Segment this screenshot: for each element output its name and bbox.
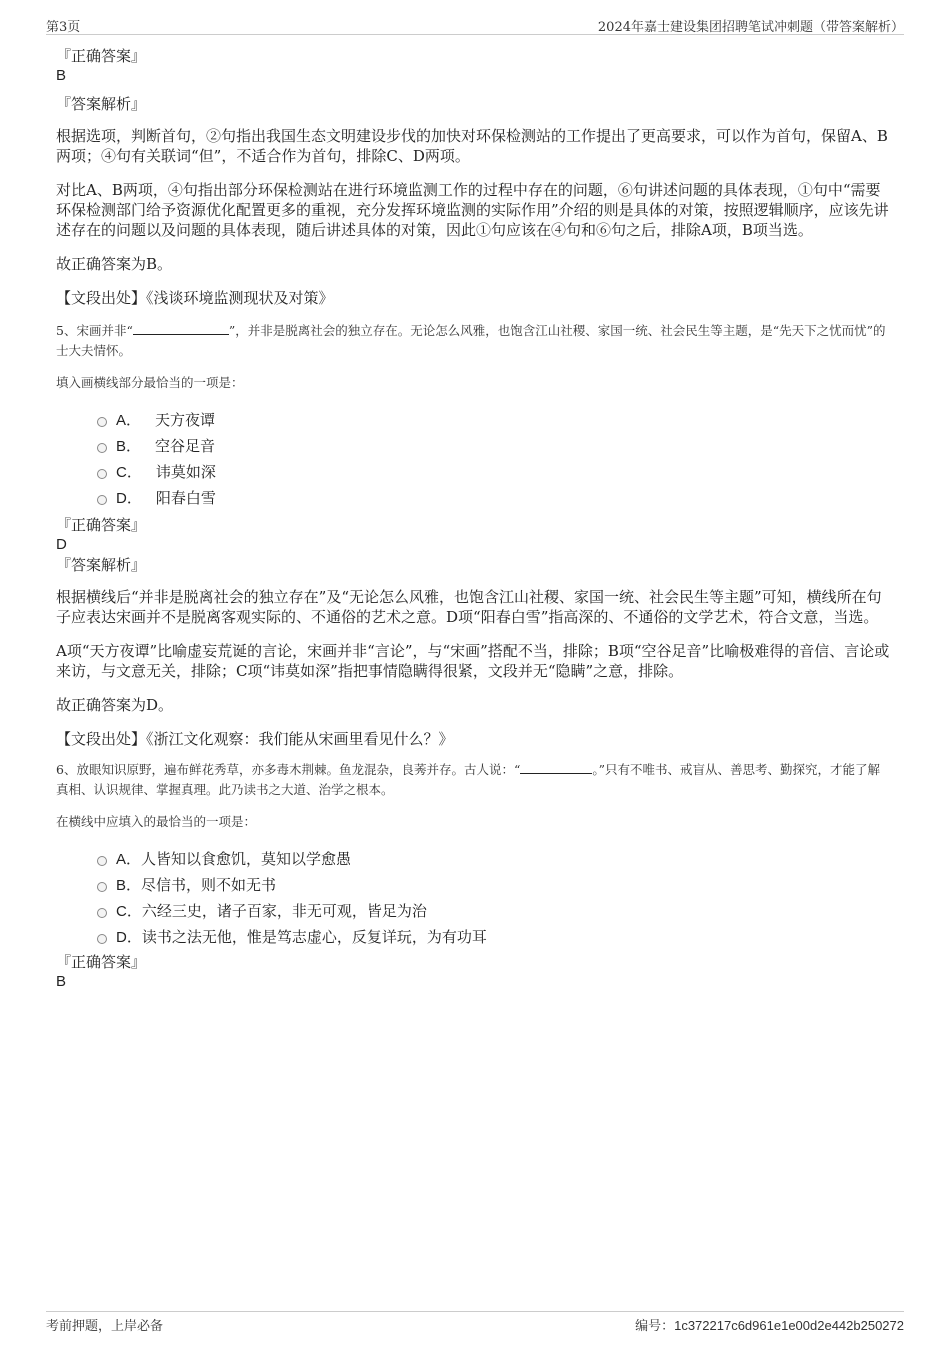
option-b[interactable]: B． 空谷足音	[56, 433, 892, 459]
question-stem: 5、宋画并非“ ”，并非是脱离社会的独立存在。无论怎么风雅，也饱含江山社稷、家国一统、社会民生等主题，是“先天下之忧而忧”的士大夫情怀。	[56, 323, 886, 358]
answer-value: D	[56, 536, 67, 553]
answer-label: 『正确答案』	[56, 953, 147, 971]
radio-button[interactable]	[97, 417, 107, 427]
radio-button[interactable]	[97, 934, 107, 944]
analysis-conclusion: 故正确答案为B。	[56, 255, 173, 273]
source-citation: 【文段出处】《浅谈环境监测现状及对策》	[56, 289, 334, 307]
analysis-paragraph: 根据选项，判断首句，②句指出我国生态文明建设步伐的加快对环保检测站的工作提出了更高要求，可以作为首句，保留A、B两项；④句有关联词“但”，不适合作为首句，排除C、D两项。	[56, 127, 888, 165]
analysis-paragraph: 根据横线后“并非是脱离社会的独立存在”及“无论怎么风雅，也饱含江山社稷、家国一统、社会民生等主题”可知，横线所在句子应表达宋画并不是脱离客观实际的、不通俗的艺术之意。D项“阳春白雪”指高深的、不通俗的文学艺术，符合文意，当选。	[56, 588, 882, 626]
answer-label: 『正确答案』	[56, 516, 147, 534]
answer-value: B	[56, 67, 67, 84]
analysis-label: 『答案解析』	[56, 556, 147, 574]
option-a[interactable]: A．人皆知以食愈饥，莫知以学愈愚	[56, 846, 892, 872]
radio-button[interactable]	[97, 908, 107, 918]
radio-button[interactable]	[97, 443, 107, 453]
answer-value: B	[56, 973, 67, 990]
radio-button[interactable]	[97, 882, 107, 892]
option-d[interactable]: D． 阳春白雪	[56, 485, 892, 511]
option-list	[56, 846, 892, 950]
analysis-paragraph: A项“天方夜谭”比喻虚妄荒诞的言论，宋画并非“言论”，与“宋画”搭配不当，排除；B项“空谷足音”比喻极难得的音信、言论或来访，与文意无关，排除；C项“讳莫如深”指把事情隐瞒得很紧，文段并无“隐瞒”之意，排除。	[56, 642, 890, 680]
page-footer	[46, 1311, 904, 1334]
radio-button[interactable]	[97, 856, 107, 866]
option-b[interactable]: B．尽信书，则不如无书	[56, 872, 892, 898]
footer-slogan: 考前押题，上岸必备	[46, 1319, 164, 1334]
option-c[interactable]: C． 讳莫如深	[56, 459, 892, 485]
analysis-label: 『答案解析』	[56, 95, 147, 113]
answer-label: 『正确答案』	[56, 47, 147, 65]
analysis-paragraph: 对比A、B两项，④句指出部分环保检测站在进行环境监测工作的过程中存在的问题，⑥句讲述问题的具体表现，①句中“需要环保检测部门给予资源优化配置更多的重视，充分发挥环境监测的实际作用”介绍的则是具体的对策，按照逻辑顺序，应该先讲述存在的问题以及问题的具体表现，随后讲述具体的对策，因此①句应该在④句和⑥句之后，排除A项，B项当选。	[56, 181, 889, 239]
question-stem: 6、放眼知识原野，遍布鲜花秀草，亦多毒木荆棘。鱼龙混杂，良莠并存。古人说：“ 。”只有不唯书、戒盲从、善思考、勤探究，才能了解真相、认识规律、掌握真理。此乃读书之大道、治学之根本。	[56, 762, 881, 797]
option-list	[56, 407, 892, 511]
radio-button[interactable]	[97, 495, 107, 505]
option-d[interactable]: D．读书之法无他，惟是笃志虚心，反复详玩，为有功耳	[56, 924, 892, 950]
analysis-conclusion: 故正确答案为D。	[56, 696, 174, 714]
fill-blank	[133, 321, 229, 335]
option-a[interactable]: A． 天方夜谭	[56, 407, 892, 433]
radio-button[interactable]	[97, 469, 107, 479]
document-title: 2024年嘉士建设集团招聘笔试冲刺题（带答案解析）	[597, 20, 904, 35]
question-prompt: 在横线中应填入的最恰当的一项是：	[56, 814, 257, 829]
source-citation: 【文段出处】《浙江文化观察：我们能从宋画里看见什么？》	[56, 730, 454, 748]
page-number: 第3页	[46, 20, 81, 35]
document-code: 编号：1c372217c6d961e1e00d2e442b250272	[635, 1318, 904, 1334]
option-c[interactable]: C．六经三史，诸子百家，非无可观，皆足为治	[56, 898, 892, 924]
fill-blank	[520, 760, 592, 774]
page-header	[46, 14, 904, 35]
question-prompt: 填入画横线部分最恰当的一项是：	[56, 375, 244, 390]
page-content	[56, 46, 892, 992]
